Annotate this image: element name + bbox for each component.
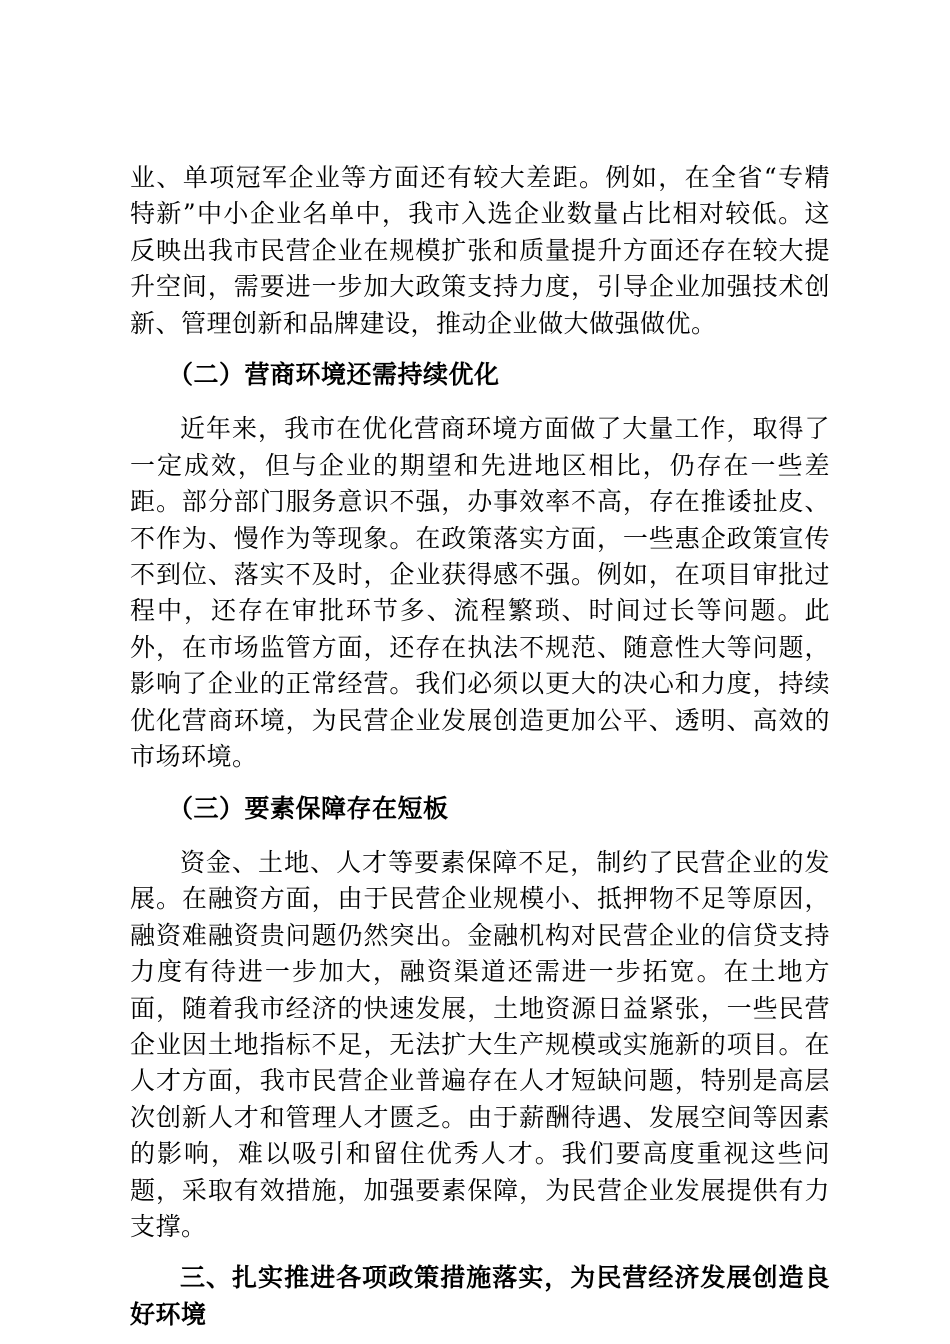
heading-part-three: 三、扎实推进各项政策措施落实，为民营经济发展创造良好环境 [130, 1263, 830, 1329]
heading-factor-guarantee: （三）要素保障存在短板 [168, 793, 449, 823]
paragraph-business-environment: 近年来，我市在优化营商环境方面做了大量工作，取得了一定成效，但与企业的期望和先进地区相比，仍存在一些差距。部分部门服务意识不强，办事效率不高，存在推诿扯皮、不作为、慢作为等现象。在政策落实方面，一些惠企政策宣传不到位、落实不及时，企业获得感不强。例如，在项目审批过程中，还存在审批环节多、流程繁琐、时间过长等问题。此外，在市场监管方面，还存在执法不规范、随意性大等问题，影响了企业的正常经营。我们必须以更大的决心和力度，持续优化营商环境，为民营企业发展创造更加公平、透明、高效的市场环境。 [130, 414, 830, 772]
heading-business-environment: （二）营商环境还需持续优化 [168, 360, 500, 390]
document-page [130, 160, 830, 1333]
paragraph-factor-guarantee: 资金、土地、人才等要素保障不足，制约了民营企业的发展。在融资方面，由于民营企业规模小、抵押物不足等原因，融资难融资贵问题仍然突出。金融机构对民营企业的信贷支持力度有待进一步加大，融资渠道还需进一步拓宽。在土地方面，随着我市经济的快速发展，土地资源日益紧张，一些民营企业因土地指标不足，无法扩大生产规模或实施新的项目。在人才方面，我市民营企业普遍存在人才短缺问题，特别是高层次创新人才和管理人才匮乏。由于薪酬待遇、发展空间等因素的影响，难以吸引和留住优秀人才。我们要高度重视这些问题，采取有效措施，加强要素保障，为民营企业发展提供有力支撑。 [130, 847, 830, 1241]
paragraph-enterprise-gap: 业、单项冠军企业等方面还有较大差距。例如，在全省“专精特新”中小企业名单中，我市入选企业数量占比相对较低。这反映出我市民营企业在规模扩张和质量提升方面还存在较大提升空间，需要进一步加大政策支持力度，引导企业加强技术创新、管理创新和品牌建设，推动企业做大做强做优。 [130, 163, 830, 338]
